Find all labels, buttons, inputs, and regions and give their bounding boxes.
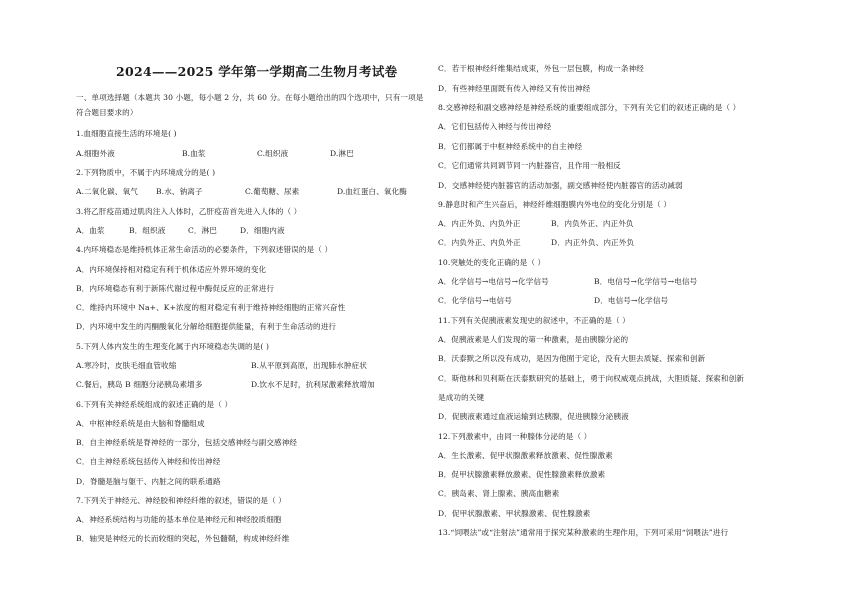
question-8-option-b: B．它们都属于中枢神经系统中的自主神经	[438, 142, 583, 151]
question-4-option-a: A．内环境保持相对稳定有利于机体适应外界环境的变化	[76, 265, 267, 274]
question-5-stem: 5.下列人体内发生的生理变化属于内环境稳态失调的是( )	[76, 342, 270, 351]
question-4-option-b: B．内环境稳态有利于新陈代谢过程中酶促反应的正常进行	[76, 284, 275, 293]
question-2-stem: 2.下列物质中，不属于内环境成分的是( )	[76, 168, 216, 177]
question-7-stem: 7.下列关于神经元、神经胶和神经纤维的叙述，错误的是（ ）	[76, 496, 286, 505]
question-1-stem: 1.血细胞直接生活的环境是( )	[76, 129, 177, 138]
question-7-option-c: C．若干根神经纤维集结成束，外包一层包膜，构成一条神经	[438, 64, 644, 73]
question-9-option-b: B．内负外正、内正外负	[551, 219, 634, 228]
question-5-option-d: D.饮水不足时，抗利尿激素释放增加	[251, 380, 375, 389]
question-9-option-d: D．内正外负、内正外负	[551, 238, 635, 247]
question-7-option-d: D．有些神经里面既有传入神经又有传出神经	[438, 84, 591, 93]
question-11-option-d: D．促胰液素通过血液运输到达胰腺，促进胰腺分泌胰液	[438, 412, 629, 421]
question-2-option-c: C.葡萄糖、尿素	[245, 187, 300, 196]
question-1-option-c: C.组织液	[257, 149, 289, 158]
question-5-option-b: B.从平原到高原，出现肺水肿症状	[251, 361, 367, 370]
question-9-option-a: A．内正外负、内负外正	[438, 219, 521, 228]
question-12-stem: 12.下列激素中，由同一种腺体分泌的是（ ）	[438, 432, 592, 441]
question-6-option-b: B．自主神经系统是脊神经的一部分，包括交感神经与副交感神经	[76, 438, 298, 447]
question-1-option-b: B.血浆	[182, 149, 206, 158]
question-9-option-c: C．内负外正、内负外正	[438, 238, 521, 247]
question-4-stem: 4.内环境稳态是维持机体正常生命活动的必要条件，下列叙述错误的是（ ）	[76, 245, 333, 254]
question-3-option-a: A．血浆	[76, 226, 105, 235]
question-10-option-d: D．电信号→化学信号	[594, 296, 669, 305]
question-6-option-c: C．自主神经系统包括传入神经和传出神经	[76, 457, 221, 466]
question-11-option-a: A．促胰液素是人们发现的第一种激素，是由胰腺分泌的	[438, 335, 629, 344]
question-7-option-b: B．轴突是神经元的长而较细的突起，外包髓鞘，构成神经纤维	[76, 534, 290, 543]
question-8-stem: 8.交感神经和副交感神经是神经系统的重要组成部分，下列有关它们的叙述正确的是（ ）	[438, 103, 741, 112]
question-6-option-a: A．中枢神经系统是由大脑和脊髓组成	[76, 419, 205, 428]
question-12-option-d: D．促甲状腺激素、甲状腺激素、促性腺激素	[438, 509, 591, 518]
question-11-stem: 11.下列有关促胰液素发现史的叙述中，不正确的是（ ）	[438, 316, 630, 325]
question-7-option-a: A．神经系统结构与功能的基本单位是神经元和神经胶质细胞	[76, 515, 282, 524]
question-8-option-d: D．交感神经使内脏器官的活动加强，副交感神经使内脏器官的活动减弱	[438, 181, 683, 190]
question-11-option-c: C．斯他林和贝利斯在沃泰默研究的基础上，勇于向权威观点挑战，大胆质疑、探索和创新	[438, 374, 744, 383]
question-3-stem: 3.将乙肝疫苗通过肌肉注入人体时，乙肝疫苗首先进入人体的（ ）	[76, 207, 302, 216]
question-9-stem: 9.静息时和产生兴奋后，神经纤维细胞膜内外电位的变化分别是（ ）	[438, 200, 672, 209]
question-12-option-b: B．促甲状腺激素释放激素、促性腺激素释放激素	[438, 470, 606, 479]
question-2-option-b: B.水、钠离子	[156, 187, 203, 196]
question-1-option-d: D.淋巴	[330, 149, 354, 158]
question-10-stem: 10.突触处的变化正确的是（ ）	[438, 258, 546, 267]
question-2-option-d: D.血红蛋白、氧化酶	[337, 187, 407, 196]
question-13-stem: 13.“饲喂法”或“注射法”通常用于探究某种激素的生理作用，下列可采用“饲喂法”进行	[438, 528, 729, 537]
question-5-option-a: A.寒冷时，皮肤毛细血管收缩	[76, 361, 177, 370]
question-3-option-d: D．细胞内液	[240, 226, 285, 235]
question-5-option-c: C.餐后，胰岛 B 细胞分泌胰岛素增多	[76, 380, 203, 389]
question-3-option-b: B．组织液	[129, 226, 166, 235]
question-12-option-c: C．胰岛素、肾上腺素、胰高血糖素	[438, 489, 560, 498]
page-title: 2024——2025 学年第一学期高二生物月考试卷	[116, 64, 398, 79]
question-4-option-c: C．维持内环境中 Na+、K+浓度的相对稳定有利于维持神经细胞的正常兴奋性	[76, 303, 346, 312]
question-8-option-c: C．它们通常共同调节同一内脏器官，且作用一般相反	[438, 161, 621, 170]
question-10-option-c: C．化学信号→电信号	[438, 296, 512, 305]
section-instructions: 一、单项选择题（本题共 30 小题，每小题 2 分，共 60 分。在每小题给出的四个选项中，只有一项是符合题目要求的）	[76, 93, 424, 117]
question-8-option-a: A．它们包括传入神经与传出神经	[438, 122, 552, 131]
question-11-option-c-continued: 是成功的关键	[438, 393, 485, 402]
question-1-option-a: A.细胞外液	[76, 149, 115, 158]
question-12-option-a: A．生长激素、促甲状腺激素释放激素、促性腺激素	[438, 451, 613, 460]
question-6-stem: 6.下列有关神经系统组成的叙述正确的是（ ）	[76, 400, 233, 409]
question-2-option-a: A.二氧化碳、氧气	[76, 187, 138, 196]
question-3-option-c: C．淋巴	[188, 226, 217, 235]
question-4-option-d: D．内环境中发生的丙酮酸氧化分解给细胞提供能量，有利于生命活动的进行	[76, 322, 337, 331]
question-10-option-a: A．化学信号→电信号→化学信号	[438, 277, 549, 286]
question-10-option-b: B．电信号→化学信号→电信号	[594, 277, 698, 286]
question-11-option-b: B．沃泰默之所以没有成功，是因为他囿于定论，没有大胆去质疑、探索和创新	[438, 354, 706, 363]
question-6-option-d: D．脊髓是脑与躯干、内脏之间的联系通路	[76, 477, 221, 486]
